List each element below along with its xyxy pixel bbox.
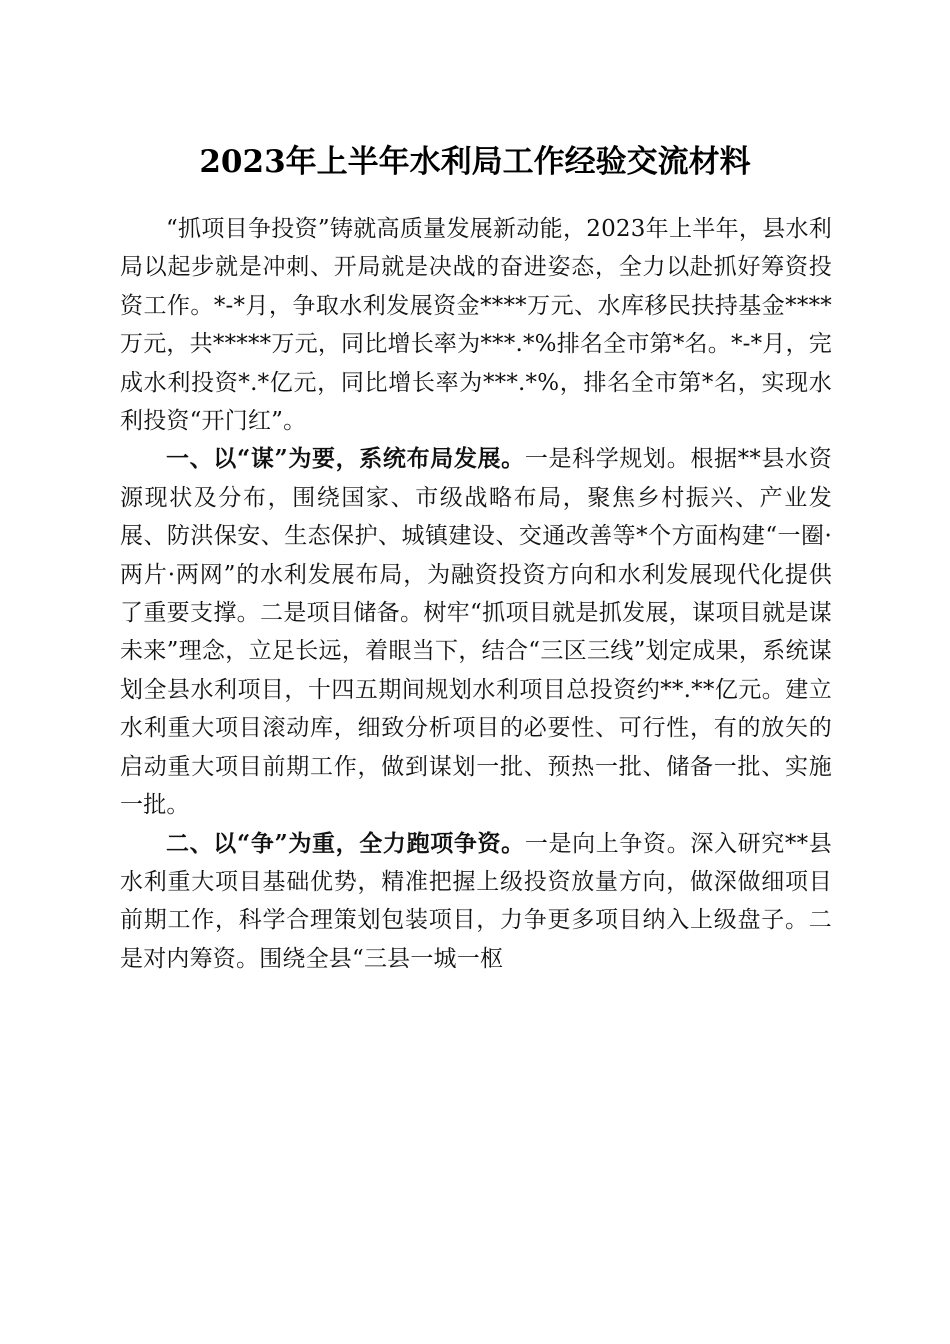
document-title: 2023年上半年水利局工作经验交流材料 xyxy=(199,144,751,180)
section-two-paragraph xyxy=(120,825,832,979)
section-one-heading: 一、以“谋”为要，系统布局发展。 xyxy=(166,445,525,473)
section-one-paragraph xyxy=(120,440,832,824)
section-two-text: 一是向上争资。深入研究**县水利重大项目基础优势，精准把握上级投资放量方向，做深做细项目前期工作，科学合理策划包装项目，力争更多项目纳入上级盘子。二是对内筹资。围绕全县“三县一城一枢 xyxy=(120,830,832,972)
section-one-text: 一是科学规划。根据**县水资源现状及分布，围绕国家、市级战略布局，聚焦乡村振兴、产业发展、防洪保安、生态保护、城镇建设、交通改善等*个方面构建“一圈·两片·两网”的水利发展布局，为融资投资方向和水利发展现代化提供了重要支撑。二是项目储备。树牢“抓项目就是抓发展，谋项目就是谋未来”理念，立足长远，着眼当下，结合“三区三线”划定成果，系统谋划全县水利项目，十四五期间规划水利项目总投资约**.**亿元。建立水利重大项目滚动库，细致分析项目的必要性、可行性，有的放矢的启动重大项目前期工作，做到谋划一批、预热一批、储备一批、实施一批。 xyxy=(120,446,832,819)
document-body xyxy=(120,210,832,978)
intro-paragraph xyxy=(120,210,832,440)
section-two-heading: 二、以“争”为重，全力跑项争资。 xyxy=(166,829,525,857)
intro-paragraph-text: “抓项目争投资”铸就高质量发展新动能，2023年上半年，县水利局以起步就是冲刺、开局就是决战的奋进姿态，全力以赴抓好筹资投资工作。*-*月，争取水利发展资金****万元、水库移民扶持基金****万元，共*****万元，同比增长率为***.*%排名全市第*名。*-*月，完成水利投资*.*亿元，同比增长率为***.*%，排名全市第*名，实现水利投资“开门红”。 xyxy=(120,216,832,435)
